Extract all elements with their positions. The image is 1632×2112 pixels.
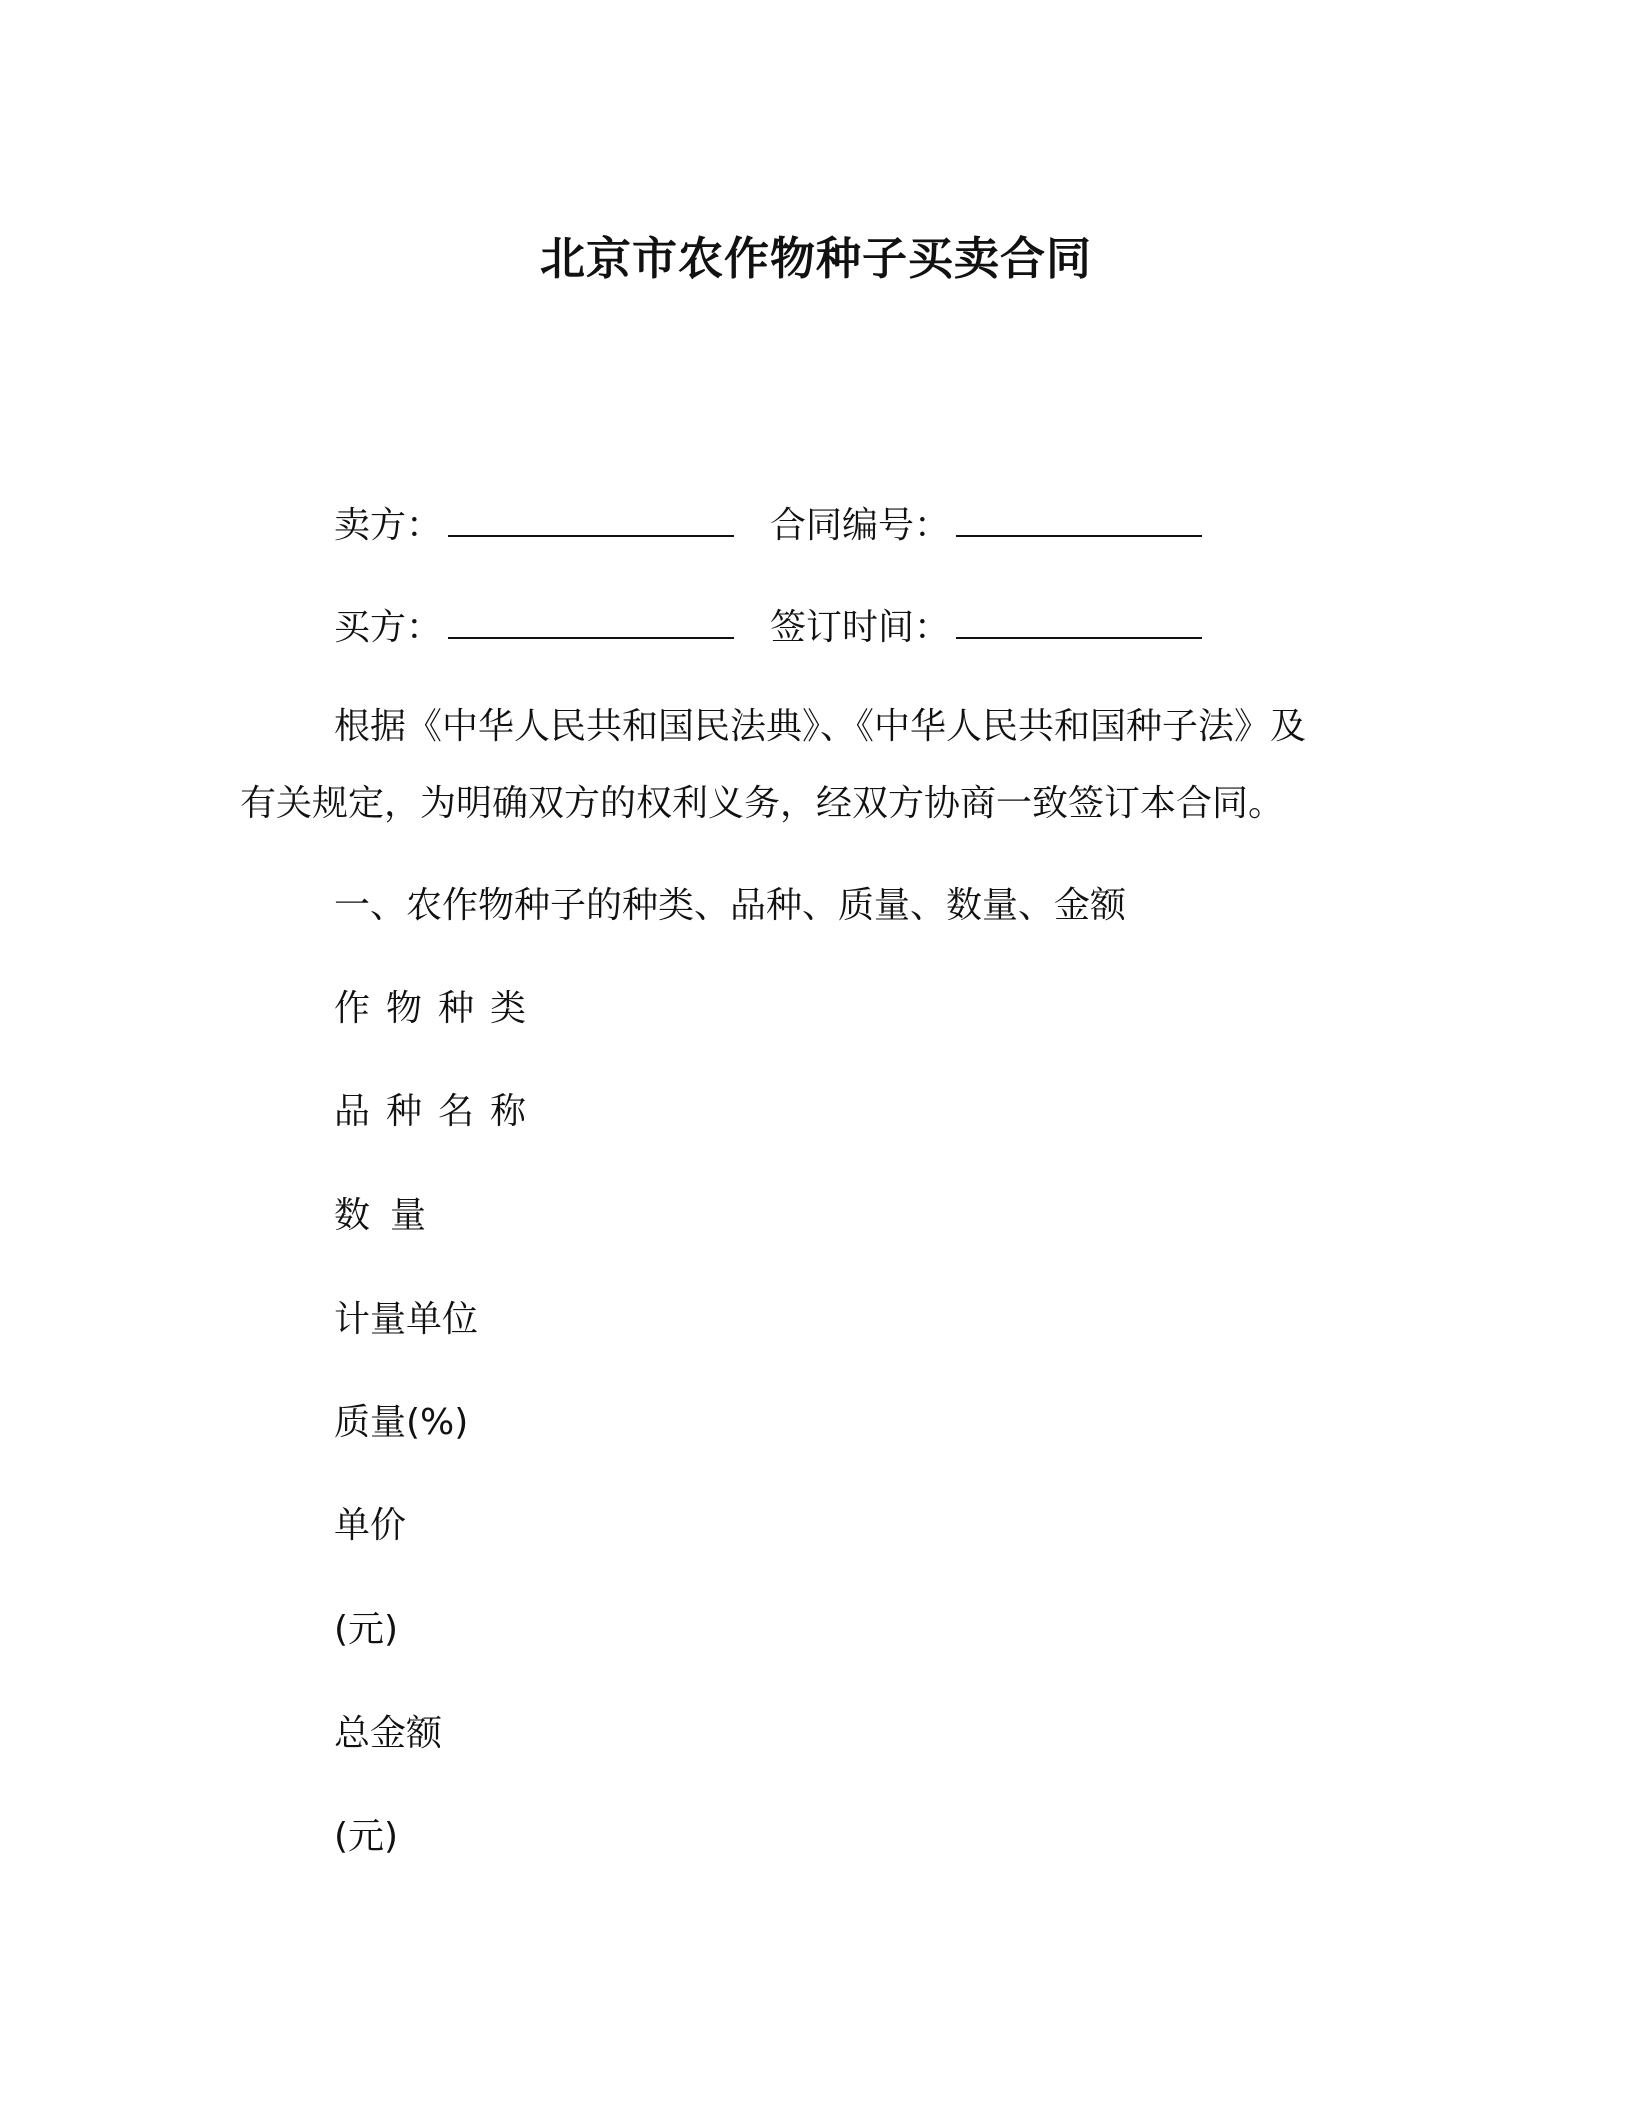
sign-date-blank[interactable] <box>956 607 1202 639</box>
preamble-line-1: 根据《中华人民共和国民法典》、《中华人民共和国种子法》及 <box>334 706 1307 747</box>
quantity-label: 数量 <box>334 1195 447 1236</box>
unit-price-label: 单价 <box>334 1505 407 1546</box>
unit-price-currency: (元) <box>334 1609 399 1650</box>
document-title: 北京市农作物种子买卖合同 <box>539 232 1092 285</box>
contract-no-label: 合同编号： <box>770 505 951 546</box>
unit-label: 计量单位 <box>334 1299 479 1340</box>
sign-date-field <box>770 604 1202 652</box>
buyer-field <box>334 604 734 652</box>
sign-date-label: 签订时间： <box>770 607 951 648</box>
contract-no-blank[interactable] <box>956 505 1202 537</box>
quality-label: 质量(%) <box>334 1402 469 1443</box>
preamble-line-2: 有关规定，为明确双方的权利义务，经双方协商一致签订本合同。 <box>240 783 1285 824</box>
buyer-label: 买方： <box>334 607 443 648</box>
section-1-heading: 一、农作物种子的种类、品种、质量、数量、金额 <box>334 885 1127 926</box>
contract-no-field <box>770 502 1202 550</box>
total-amount-label: 总金额 <box>334 1713 443 1754</box>
total-amount-currency: (元) <box>334 1816 399 1857</box>
buyer-blank[interactable] <box>448 607 734 639</box>
seller-field <box>334 502 734 550</box>
seller-label: 卖方： <box>334 505 443 546</box>
variety-name-label: 品种名称 <box>334 1091 543 1132</box>
seller-blank[interactable] <box>448 505 734 537</box>
crop-type-label: 作物种类 <box>334 988 543 1029</box>
